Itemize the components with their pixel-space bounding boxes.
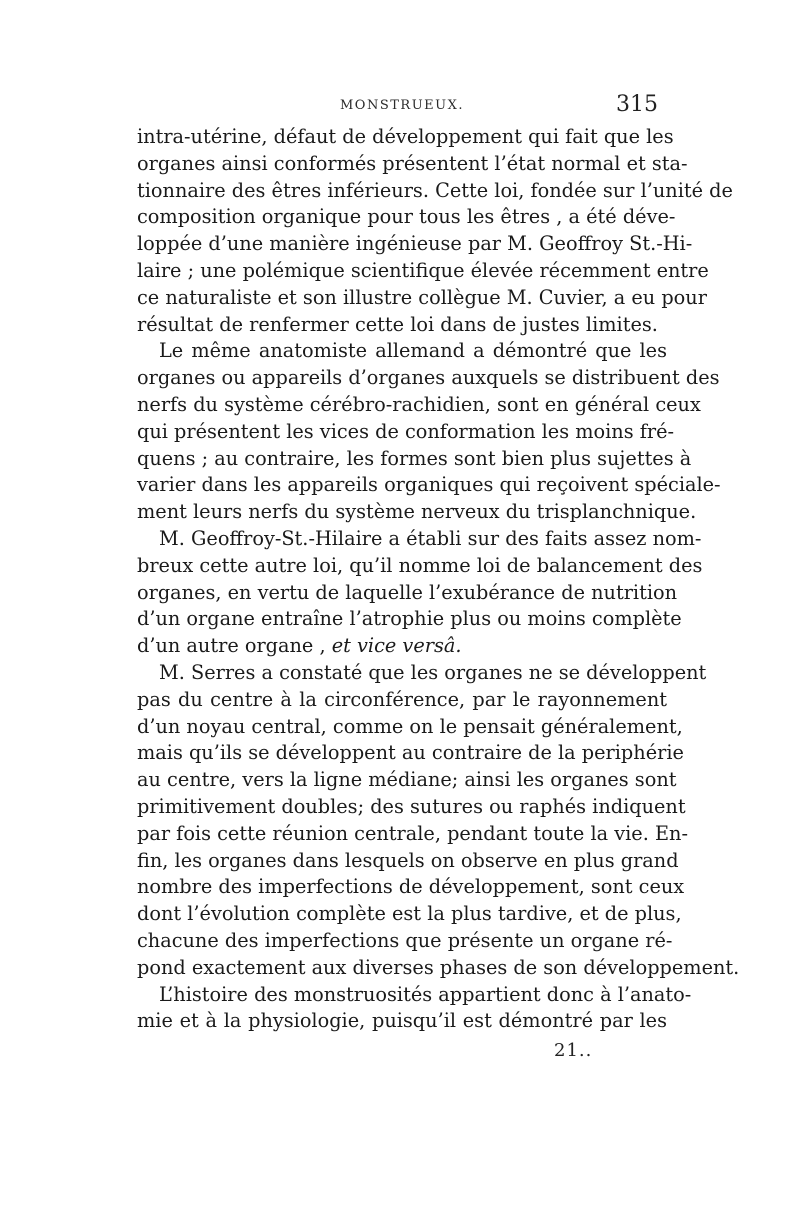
text-line: composition organique pour tous les êtres , a été déve-	[137, 205, 676, 229]
text-line: organes, en vertu de laquelle l’exubérance de nutrition	[137, 580, 678, 604]
signature-mark: 21..	[554, 1040, 593, 1061]
text-line: d’un organe entraîne l’atrophie plus ou moins complète	[137, 607, 682, 631]
text-line-with-italic	[137, 633, 667, 660]
text-line: varier dans les appareils organiques qui reçoivent spéciale-	[137, 473, 721, 497]
text-line: au centre, vers la ligne médiane; ainsi les organes sont	[137, 768, 677, 792]
text-line: nombre des imperfections de développement, sont ceux	[137, 875, 685, 899]
page-number: 315	[616, 92, 658, 117]
text-line: tionnaire des êtres inférieurs. Cette loi, fondée sur l’unité de	[137, 178, 733, 202]
text-line: d’un noyau central, comme on le pensait généralement,	[137, 714, 683, 738]
text-line: dont l’évolution complète est la plus tardive, et de plus,	[137, 902, 682, 926]
text-line: mais qu’ils se développent au contraire de la periphérie	[137, 741, 684, 765]
text-line: organes ou appareils d’organes auxquels se distribuent des	[137, 366, 720, 390]
paragraph-start-line: Le même anatomiste allemand a démontré que les	[159, 339, 667, 363]
text-line: fin, les organes dans lesquels on observe en plus grand	[137, 848, 679, 872]
body-text	[137, 124, 740, 1035]
running-head	[0, 92, 800, 122]
paragraph-start-line: M. Geoffroy-St.-Hilaire a établi sur des faits assez nom-	[159, 526, 702, 550]
text-line: quens ; au contraire, les formes sont bien plus sujettes à	[137, 446, 692, 470]
text-line: nerfs du système cérébro-rachidien, sont en général ceux	[137, 392, 701, 416]
text-line: mie et à la physiologie, puisqu’il est démontré par les	[137, 1009, 667, 1033]
text-line: ment leurs nerfs du système nerveux du trisplanchnique.	[137, 500, 697, 524]
text-line: breux cette autre loi, qu’il nomme loi de balancement des	[137, 553, 703, 577]
paragraph-start-line: L’histoire des monstruosités appartient donc à l’anato-	[159, 982, 692, 1006]
text-line: résultat de renfermer cette loi dans de justes limites.	[137, 312, 658, 336]
text-line: organes ainsi conformés présentent l’état normal et sta-	[137, 151, 688, 175]
text-segment: d’un autre organe ,	[137, 634, 332, 658]
paragraph-start-line: M. Serres a constaté que les organes ne se développent	[159, 660, 707, 684]
italic-phrase: et vice versâ.	[331, 634, 462, 658]
text-line: intra-utérine, défaut de développement qui fait que les	[137, 125, 674, 148]
text-line: primitivement doubles; des sutures ou raphés indiquent	[137, 794, 686, 818]
text-line: pond exactement aux diverses phases de son développement.	[137, 955, 740, 979]
text-line: chacune des imperfections que présente un organe ré-	[137, 928, 673, 952]
text-line: laire ; une polémique scientifique élevée récemment entre	[137, 258, 709, 282]
text-line: pas du centre à la circonférence, par le rayonnement	[137, 687, 667, 711]
text-line: par fois cette réunion centrale, pendant toute la vie. En-	[137, 821, 688, 845]
text-line: loppée d’une manière ingénieuse par M. Geoffroy St.-Hi-	[137, 232, 693, 256]
running-title: MONSTRUEUX.	[340, 98, 464, 113]
text-line: qui présentent les vices de conformation les moins fré-	[137, 419, 674, 443]
text-line: ce naturaliste et son illustre collègue M. Cuvier, a eu pour	[137, 285, 707, 309]
